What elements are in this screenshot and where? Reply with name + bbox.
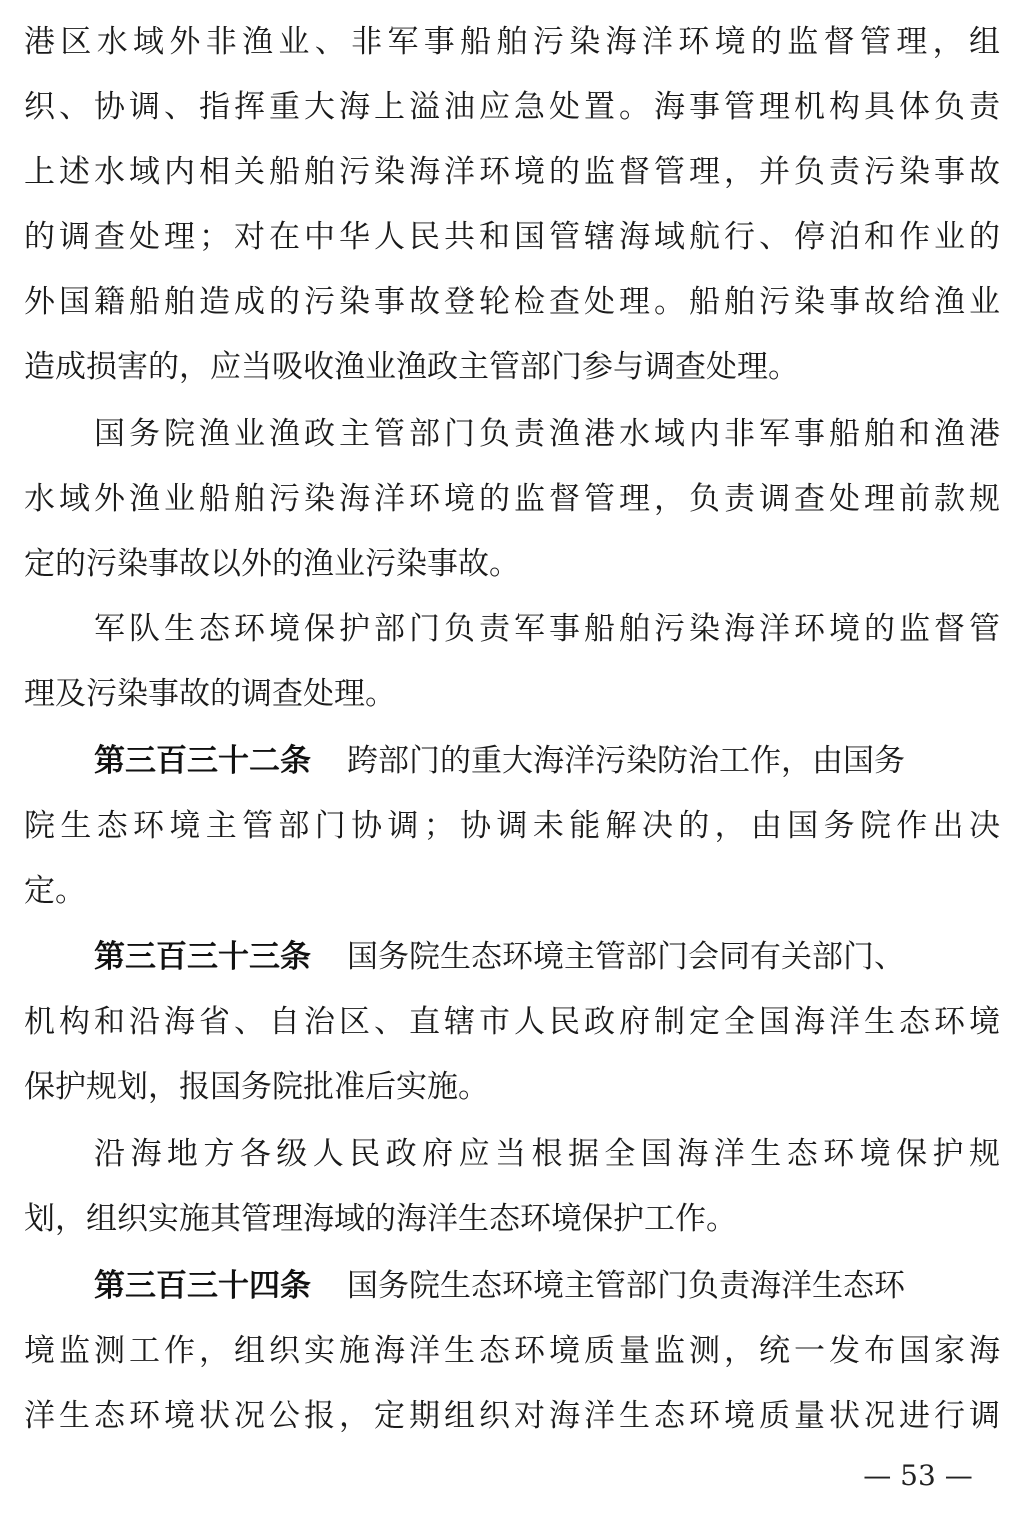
text-line: 外国籍船舶造成的污染事故登轮检查处理。船舶污染事故给渔业	[24, 284, 1000, 320]
text-line: 上述水域内相关船舶污染海洋环境的监督管理，并负责污染事故	[24, 154, 1000, 190]
paragraph-end-line: 造成损害的，应当吸收渔业渔政主管部门参与调查处理。	[24, 349, 799, 385]
article-333-first-line	[94, 933, 1000, 981]
article-334-heading: 第三百三十四条	[94, 1268, 311, 1304]
article-334-first-line	[94, 1262, 1000, 1310]
paragraph-start-line: 国务院渔业渔政主管部门负责渔港水域内非军事船舶和渔港	[94, 416, 1000, 452]
paragraph-end-line: 定的污染事故以外的渔业污染事故。	[24, 546, 520, 582]
page-number: — 53 —	[863, 1459, 973, 1492]
article-333-text: 国务院生态环境主管部门会同有关部门、	[347, 939, 905, 975]
text-line: 院生态环境主管部门协调；协调未能解决的，由国务院作出决	[24, 808, 1000, 844]
paragraph-end-line: 理及污染事故的调查处理。	[24, 676, 396, 712]
paragraph-start-line: 沿海地方各级人民政府应当根据全国海洋生态环境保护规	[94, 1136, 1000, 1172]
paragraph-end-line: 划，组织实施其管理海域的海洋生态环境保护工作。	[24, 1201, 737, 1237]
text-line: 境监测工作，组织实施海洋生态环境质量监测，统一发布国家海	[24, 1333, 1000, 1369]
text-line: 港区水域外非渔业、非军事船舶污染海洋环境的监督管理，组	[24, 24, 1000, 60]
article-334-text: 国务院生态环境主管部门负责海洋生态环	[347, 1268, 905, 1304]
text-line: 机构和沿海省、自治区、直辖市人民政府制定全国海洋生态环境	[24, 1004, 1000, 1040]
paragraph-start-line: 军队生态环境保护部门负责军事船舶污染海洋环境的监督管	[94, 611, 1000, 647]
article-333-heading: 第三百三十三条	[94, 939, 311, 975]
article-332-text: 跨部门的重大海洋污染防治工作，由国务	[347, 743, 905, 779]
text-line: 织、协调、指挥重大海上溢油应急处置。海事管理机构具体负责	[24, 89, 1000, 125]
article-332-first-line	[94, 737, 1000, 785]
paragraph-end-line: 定。	[24, 873, 86, 909]
text-line: 水域外渔业船舶污染海洋环境的监督管理，负责调查处理前款规	[24, 481, 1000, 517]
text-line: 洋生态环境状况公报，定期组织对海洋生态环境质量状况进行调	[24, 1398, 1000, 1434]
text-line: 的调查处理；对在中华人民共和国管辖海域航行、停泊和作业的	[24, 219, 1000, 255]
paragraph-end-line: 保护规划，报国务院批准后实施。	[24, 1069, 489, 1105]
article-332-heading: 第三百三十二条	[94, 743, 311, 779]
